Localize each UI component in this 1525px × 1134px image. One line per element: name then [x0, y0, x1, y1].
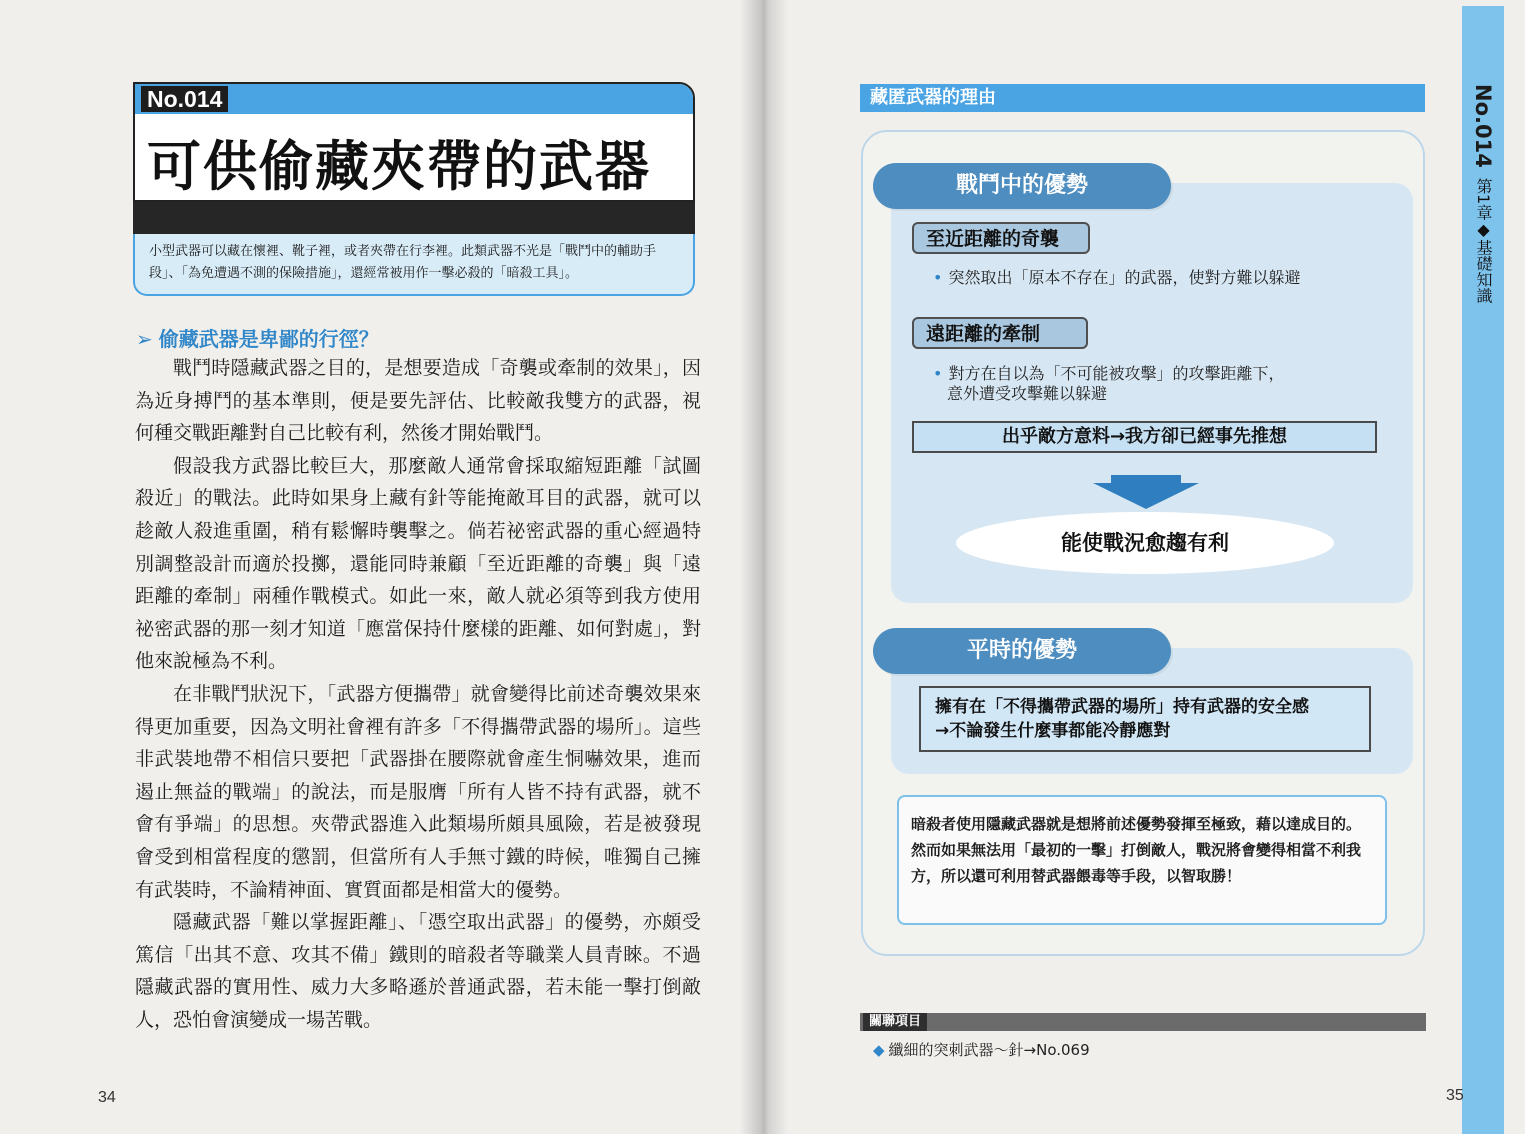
peacetime-box: [919, 686, 1371, 752]
long-range-bullet: [933, 364, 1284, 404]
diagram-header: 藏匿武器的理由: [860, 84, 1425, 112]
paragraph: 戰鬥時隱藏武器之目的，是想要造成「奇襲或牽制的效果」，因為近身搏鬥的基本準則，便是要先評估、比較敵我雙方的武器，視何種交戰距離對自己比較有利，然後才開始戰鬥。: [135, 357, 701, 445]
section-heading-text: 偷藏武器是卑鄙的行徑？: [158, 327, 379, 351]
body-text: [135, 352, 701, 1036]
arrow-icon: ➢: [136, 327, 153, 351]
side-chapter-text: 第1章◆基礎知識: [1474, 178, 1493, 304]
related-items-label: 關聯項目: [863, 1013, 927, 1031]
peacetime-line-2: →不論發生什麼事都能冷靜應對: [935, 721, 1171, 741]
paragraph: 在非戰鬥狀況下，「武器方便攜帶」就會變得比前述奇襲效果來得更加重要，因為文明社會裡有許多「不得攜帶武器的場所」。這些非武裝地帶不相信只要把「武器掛在腰際就會產生恫嚇效果，進而遏止無益的戰端」的說法，而是服膺「所有人皆不持有武器，就不會有爭端」的思想。夾帶武器進入此類場所頗具風險，若是被發現會受到相當程度的懲罰，但當所有人手無寸鐵的時候，唯獨自己擁有武裝時，不論精神面、實質面都是相當大的優勢。: [135, 682, 701, 901]
side-entry-number: [1462, 84, 1504, 173]
section-heading: [136, 323, 379, 352]
title-divider-bar: [133, 202, 695, 234]
title-box: [133, 82, 695, 202]
entry-number-badge: No.014: [141, 86, 228, 112]
paragraph: 隱藏武器「難以掌握距離」、「憑空取出武器」的優勢，亦頗受篤信「出其不意、攻其不備」鐵則的暗殺者等職業人員青睞。不過隱藏武器的實用性、威力大多略遜於普通武器，若未能一擊打倒敵人，恐怕會演變成一場苦戰。: [135, 911, 701, 1031]
right-page: [763, 0, 1525, 1134]
related-item-text: 纖細的突刺武器～針→No.069: [888, 1041, 1090, 1059]
close-range-bullet: [933, 268, 1300, 288]
diamond-icon: ◆: [873, 1041, 885, 1059]
close-range-label: 至近距離的奇襲: [912, 222, 1090, 254]
peacetime-advantage-pill: 平時的優勢: [873, 628, 1171, 674]
bullet-icon: •: [933, 364, 943, 383]
related-items-bar: [860, 1013, 1426, 1031]
chapter-side-tab: [1462, 6, 1504, 1134]
related-item: [873, 1039, 1090, 1060]
combat-advantage-pill: 戰鬥中的優勢: [873, 163, 1171, 209]
conclusion-banner: 出乎敵方意料→我方卻已經事先推想: [912, 421, 1377, 453]
long-range-text-2: 意外遭受攻擊難以躲避: [947, 384, 1108, 403]
bullet-icon: •: [933, 268, 943, 287]
page-title: 可供偷藏夾帶的武器: [147, 135, 651, 198]
close-range-text: 突然取出「原本不存在」的武器，使對方難以躲避: [948, 268, 1301, 287]
long-range-text-1: 對方在自以為「不可能被攻擊」的攻擊距離下，: [948, 364, 1285, 383]
long-range-label: 遠距離的牽制: [912, 317, 1088, 349]
side-chapter-label: [1462, 178, 1504, 307]
side-entry-number-text: No.014: [1471, 84, 1495, 168]
page-number-right: 35: [1446, 1087, 1464, 1104]
down-arrow-icon: [1093, 475, 1199, 509]
book-spine-shadow: [740, 0, 788, 1134]
summary-box: 小型武器可以藏在懷裡、靴子裡，或者夾帶在行李裡。此類武器不光是「戰鬥中的輔助手段」、「為免遭遇不測的保險措施」，還經常被用作一擊必殺的「暗殺工具」。: [133, 234, 695, 296]
result-oval: 能使戰況愈趨有利: [956, 512, 1334, 574]
peacetime-line-1: 擁有在「不得攜帶武器的場所」持有武器的安全感: [935, 697, 1309, 717]
note-box: 暗殺者使用隱藏武器就是想將前述優勢發揮至極致，藉以達成目的。然而如果無法用「最初的一擊」打倒敵人，戰況將會變得相當不利我方，所以還可利用替武器餵毒等手段，以智取勝！: [897, 795, 1387, 925]
page-number-left: 34: [98, 1089, 116, 1106]
paragraph: 假設我方武器比較巨大，那麼敵人通常會採取縮短距離「試圖殺近」的戰法。此時如果身上藏有針等能掩敵耳目的武器，就可以趁敵人殺進重圍，稍有鬆懈時襲擊之。倘若祕密武器的重心經過特別調整設計而適於投擲，還能同時兼顧「至近距離的奇襲」與「遠距離的牽制」兩種作戰模式。如此一來，敵人就必須等到我方使用祕密武器的那一刻才知道「應當保持什麼樣的距離、如何對處」，對他來說極為不利。: [135, 454, 701, 673]
